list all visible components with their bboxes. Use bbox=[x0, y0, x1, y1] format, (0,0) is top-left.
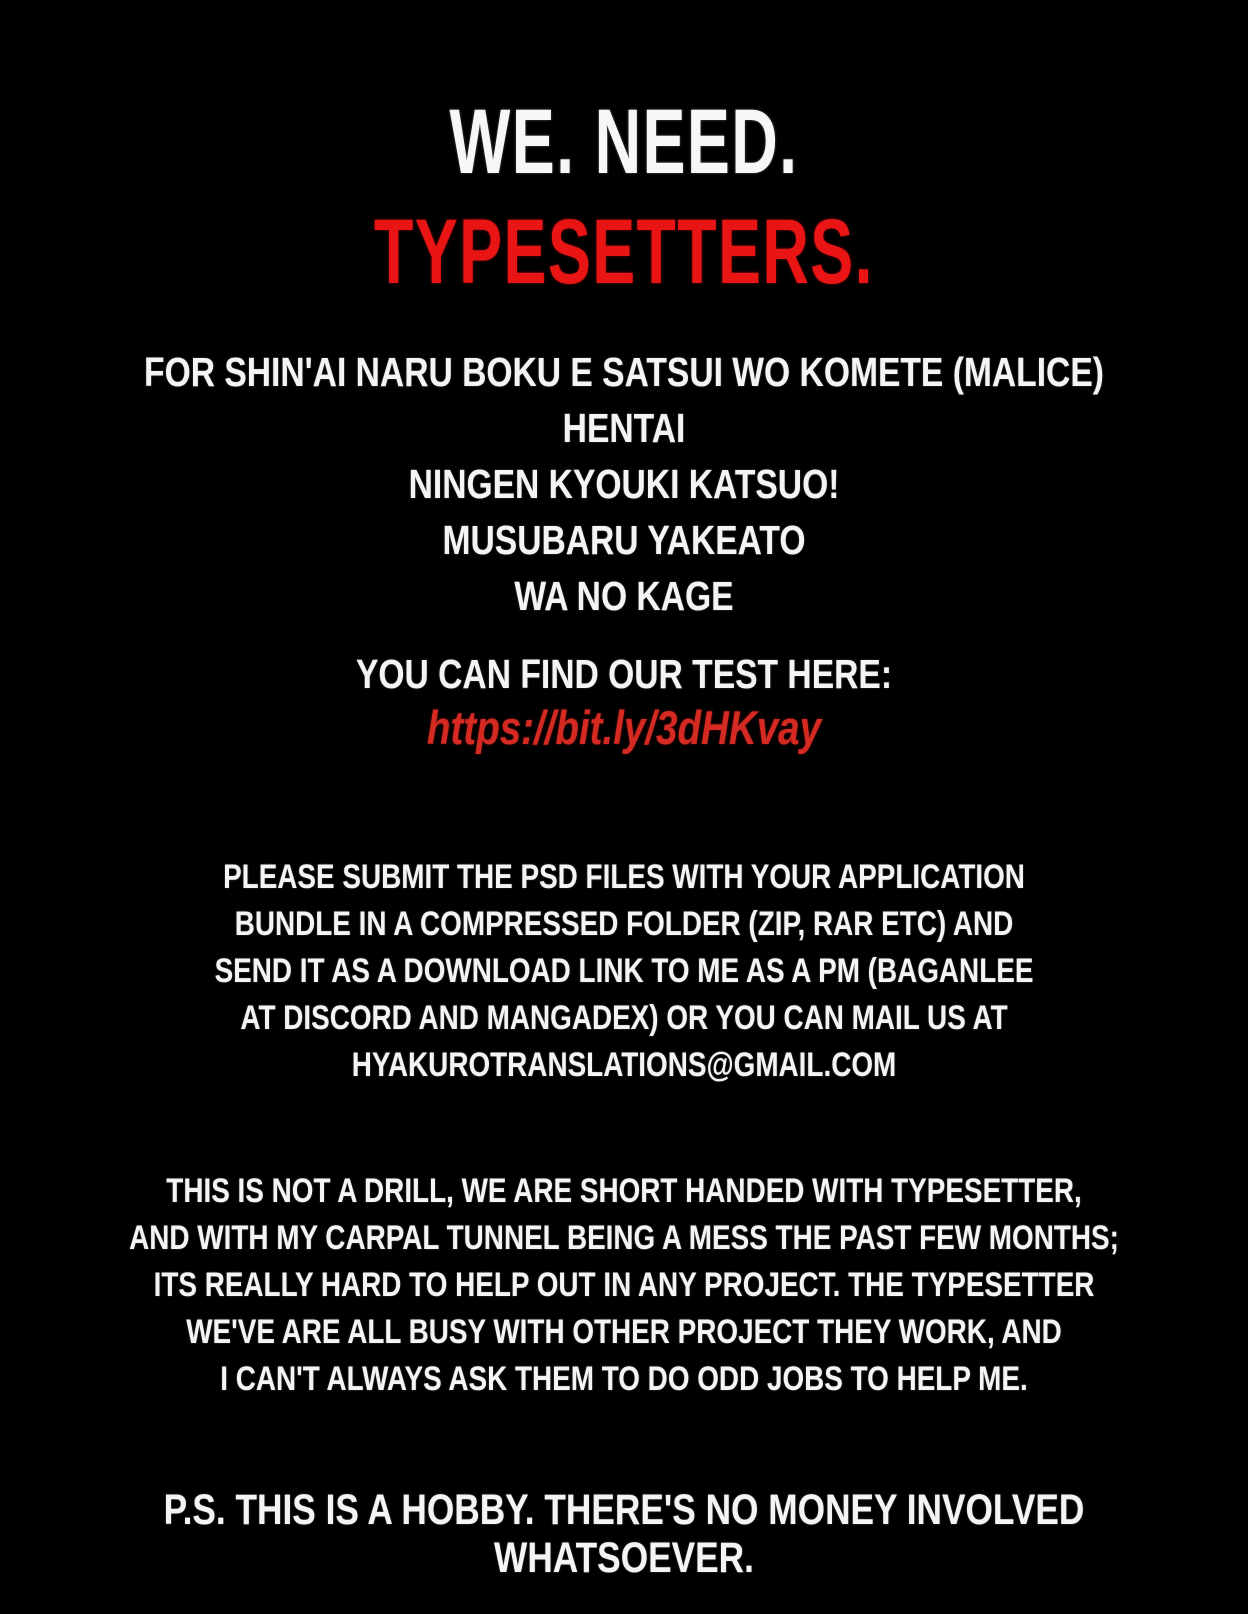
submission-line: AT DISCORD AND MANGADEX) OR YOU CAN MAIL US AT bbox=[240, 999, 1008, 1037]
submission-line: SEND IT AS A DOWNLOAD LINK TO ME AS A PM (BAGANLEE bbox=[214, 952, 1034, 990]
submission-line: PLEASE SUBMIT THE PSD FILES WITH YOUR APPLICATION bbox=[223, 858, 1025, 896]
test-url-link[interactable]: https://bit.ly/3dHKvay bbox=[426, 701, 822, 754]
notice-line: I CAN'T ALWAYS ASK THEM TO DO ODD JOBS TO HELP ME. bbox=[220, 1360, 1028, 1398]
test-here-label: YOU CAN FIND OUR TEST HERE: bbox=[355, 651, 893, 697]
series-line: HENTAI bbox=[562, 405, 686, 451]
submission-email-line: HYAKUROTRANSLATIONS@GMAIL.COM bbox=[351, 1046, 897, 1084]
notice-line: WE'VE ARE ALL BUSY WITH OTHER PROJECT THEY WORK, AND bbox=[186, 1313, 1062, 1351]
submission-instructions bbox=[112, 854, 1135, 1089]
notice-line: THIS IS NOT A DRILL, WE ARE SHORT HANDED WITH TYPESETTER, bbox=[166, 1172, 1082, 1210]
postscript-text: P.S. THIS IS A HOBBY. THERE'S NO MONEY INVOLVED WHATSOEVER. bbox=[163, 1486, 1085, 1582]
submission-line: BUNDLE IN A COMPRESSED FOLDER (ZIP, RAR ETC) AND bbox=[234, 905, 1014, 943]
headline-primary: WE. NEED. bbox=[449, 91, 799, 193]
series-line: MUSUBARU YAKEATO bbox=[442, 517, 806, 563]
headline-accent: TYPESETTERS. bbox=[374, 201, 874, 303]
notice-line: ITS REALLY HARD TO HELP OUT IN ANY PROJECT. THE TYPESETTER bbox=[153, 1266, 1095, 1304]
series-list bbox=[112, 344, 1135, 624]
urgency-notice bbox=[112, 1168, 1135, 1403]
series-line: FOR SHIN'AI NARU BOKU E SATSUI WO KOMETE (MALICE) bbox=[144, 349, 1104, 395]
series-line: WA NO KAGE bbox=[514, 573, 734, 619]
series-line: NINGEN KYOUKI KATSUO! bbox=[408, 461, 840, 507]
notice-line: AND WITH MY CARPAL TUNNEL BEING A MESS THE PAST FEW MONTHS; bbox=[129, 1219, 1119, 1257]
